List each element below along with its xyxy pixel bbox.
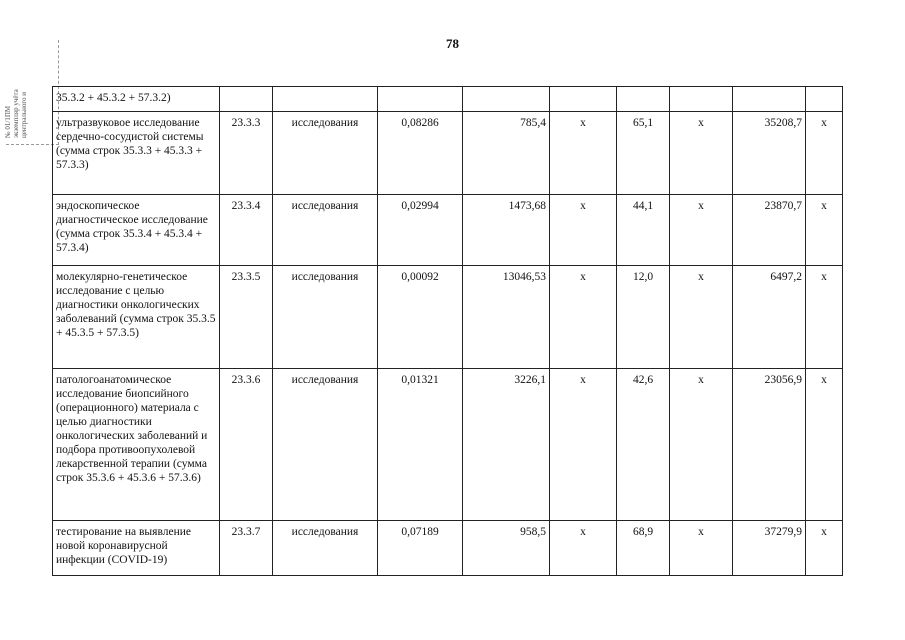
line-code-cell: 23.3.3 — [220, 112, 273, 195]
table-row — [53, 369, 843, 521]
x-cell: x — [670, 112, 733, 195]
service-name-cell: тестирование на выявление новой коронавирусной инфекции (COVID-19) — [53, 521, 220, 576]
line-code-cell: 23.3.5 — [220, 266, 273, 369]
per-capita-cell: 12,0 — [617, 266, 670, 369]
table-row — [53, 87, 843, 112]
stamp-line: экземпляр учёта — [12, 89, 20, 138]
x-cell: x — [670, 266, 733, 369]
total-cell: 23056,9 — [733, 369, 806, 521]
cost-cell — [463, 87, 550, 112]
unit-cell: исследования — [273, 112, 378, 195]
cost-cell: 1473,68 — [463, 195, 550, 266]
per-capita-cell: 44,1 — [617, 195, 670, 266]
table-row — [53, 521, 843, 576]
service-name-cell: ультразвуковое исследование сердечно-сосудистой системы (сумма строк 35.3.3 + 45.3.3 + 57.3.3) — [53, 112, 220, 195]
per-capita-cell: 65,1 — [617, 112, 670, 195]
x-cell — [670, 87, 733, 112]
table-row — [53, 195, 843, 266]
tariff-table — [52, 86, 843, 576]
x-cell: x — [550, 521, 617, 576]
stamp-line: № 01/1ПМ — [4, 105, 12, 138]
x-cell: x — [670, 195, 733, 266]
unit-cell: исследования — [273, 195, 378, 266]
line-code-cell: 23.3.4 — [220, 195, 273, 266]
norm-cell: 0,07189 — [378, 521, 463, 576]
norm-cell: 0,02994 — [378, 195, 463, 266]
x-cell: x — [550, 112, 617, 195]
service-name-cell: 35.3.2 + 45.3.2 + 57.3.2) — [53, 87, 220, 112]
cost-cell: 3226,1 — [463, 369, 550, 521]
x-cell: x — [670, 521, 733, 576]
service-name-cell: молекулярно-генетическое исследование с целью диагностики онкологических заболеваний (сумма строк 35.3.5 + 45.3.5 + 57.3.5) — [53, 266, 220, 369]
table-row — [53, 112, 843, 195]
page-number: 78 — [446, 36, 459, 51]
service-name-cell: эндоскопическое диагностическое исследование (сумма строк 35.3.4 + 45.3.4 + 57.3.4) — [53, 195, 220, 266]
total-cell: 35208,7 — [733, 112, 806, 195]
norm-cell: 0,08286 — [378, 112, 463, 195]
x-cell — [806, 87, 843, 112]
per-capita-cell — [617, 87, 670, 112]
unit-cell: исследования — [273, 266, 378, 369]
service-name-cell: патологоанатомическое исследование биопсийного (операционного) материала с целью диагностики онкологических заболеваний и подбора противоопухолевой лекарственной терапии (сумма строк 35.3.6 + 45.3.6 + 57.3.6) — [53, 369, 220, 521]
total-cell: 37279,9 — [733, 521, 806, 576]
x-cell: x — [550, 266, 617, 369]
x-cell: x — [550, 195, 617, 266]
x-cell: x — [806, 195, 843, 266]
x-cell: x — [806, 266, 843, 369]
unit-cell — [273, 87, 378, 112]
cost-cell: 958,5 — [463, 521, 550, 576]
unit-cell: исследования — [273, 521, 378, 576]
x-cell — [550, 87, 617, 112]
x-cell: x — [806, 521, 843, 576]
x-cell: x — [806, 369, 843, 521]
line-code-cell: 23.3.7 — [220, 521, 273, 576]
line-code-cell: 23.3.6 — [220, 369, 273, 521]
norm-cell: 0,01321 — [378, 369, 463, 521]
per-capita-cell: 42,6 — [617, 369, 670, 521]
cost-cell: 785,4 — [463, 112, 550, 195]
unit-cell: исследования — [273, 369, 378, 521]
x-cell: x — [670, 369, 733, 521]
table-row — [53, 266, 843, 369]
cost-cell: 13046,53 — [463, 266, 550, 369]
norm-cell — [378, 87, 463, 112]
stamp-line: центрального и — [20, 91, 28, 138]
x-cell: x — [550, 369, 617, 521]
total-cell: 23870,7 — [733, 195, 806, 266]
total-cell — [733, 87, 806, 112]
x-cell: x — [806, 112, 843, 195]
per-capita-cell: 68,9 — [617, 521, 670, 576]
norm-cell: 0,00092 — [378, 266, 463, 369]
total-cell: 6497,2 — [733, 266, 806, 369]
line-code-cell — [220, 87, 273, 112]
